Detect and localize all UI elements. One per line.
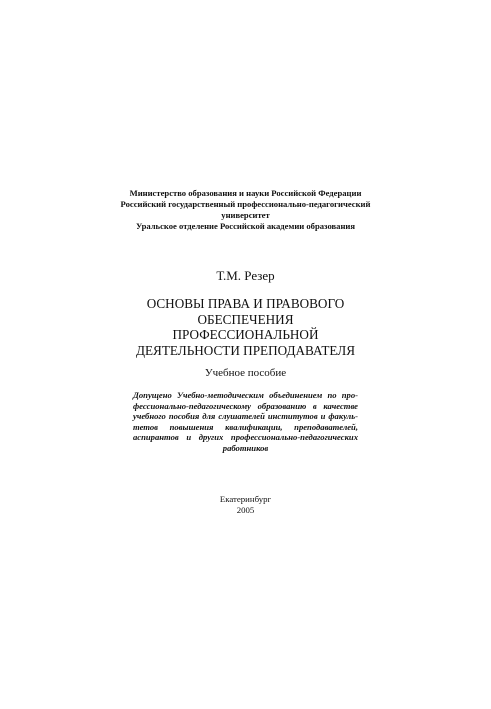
imprint-city: Екатеринбург <box>219 494 272 504</box>
book-title <box>0 296 491 358</box>
book-subtitle: Учебное пособие <box>204 367 287 379</box>
approval-line: тетов повышения квалификации, преподавателей, <box>133 421 358 432</box>
title-line: ОБЕСПЕЧЕНИЯ <box>197 311 294 327</box>
institutions-block <box>0 188 491 232</box>
institution-ministry: Министерство образования и науки Российской Федерации <box>129 188 362 198</box>
approval-line: фессионально-педагогическому образованию в качестве <box>133 400 358 411</box>
approval-line: Допущено Учебно-методическим объединением по про- <box>133 390 358 400</box>
approval-line: учебного пособия для слушателей институтов и факуль- <box>133 411 358 422</box>
imprint-year: 2005 <box>236 505 255 515</box>
imprint <box>0 494 491 516</box>
title-line: ПРОФЕССИОНАЛЬНОЙ <box>172 327 319 342</box>
approval-line: аспирантов и других профессионально-педагогических <box>133 432 358 443</box>
approval-line: работников <box>222 442 269 453</box>
institution-university-line2: университет <box>221 210 270 220</box>
institution-academy: Уральское отделение Российской академии образования <box>135 221 356 231</box>
author-name: Т.М. Резер <box>216 268 275 283</box>
title-line: ОСНОВЫ ПРАВА И ПРАВОВОГО <box>146 296 345 311</box>
institution-university-line1: Российский государственный профессионально-педагогический <box>120 199 371 209</box>
title-line: ДЕЯТЕЛЬНОСТИ ПРЕПОДАВАТЕЛЯ <box>135 342 355 358</box>
approval-note <box>133 390 358 454</box>
